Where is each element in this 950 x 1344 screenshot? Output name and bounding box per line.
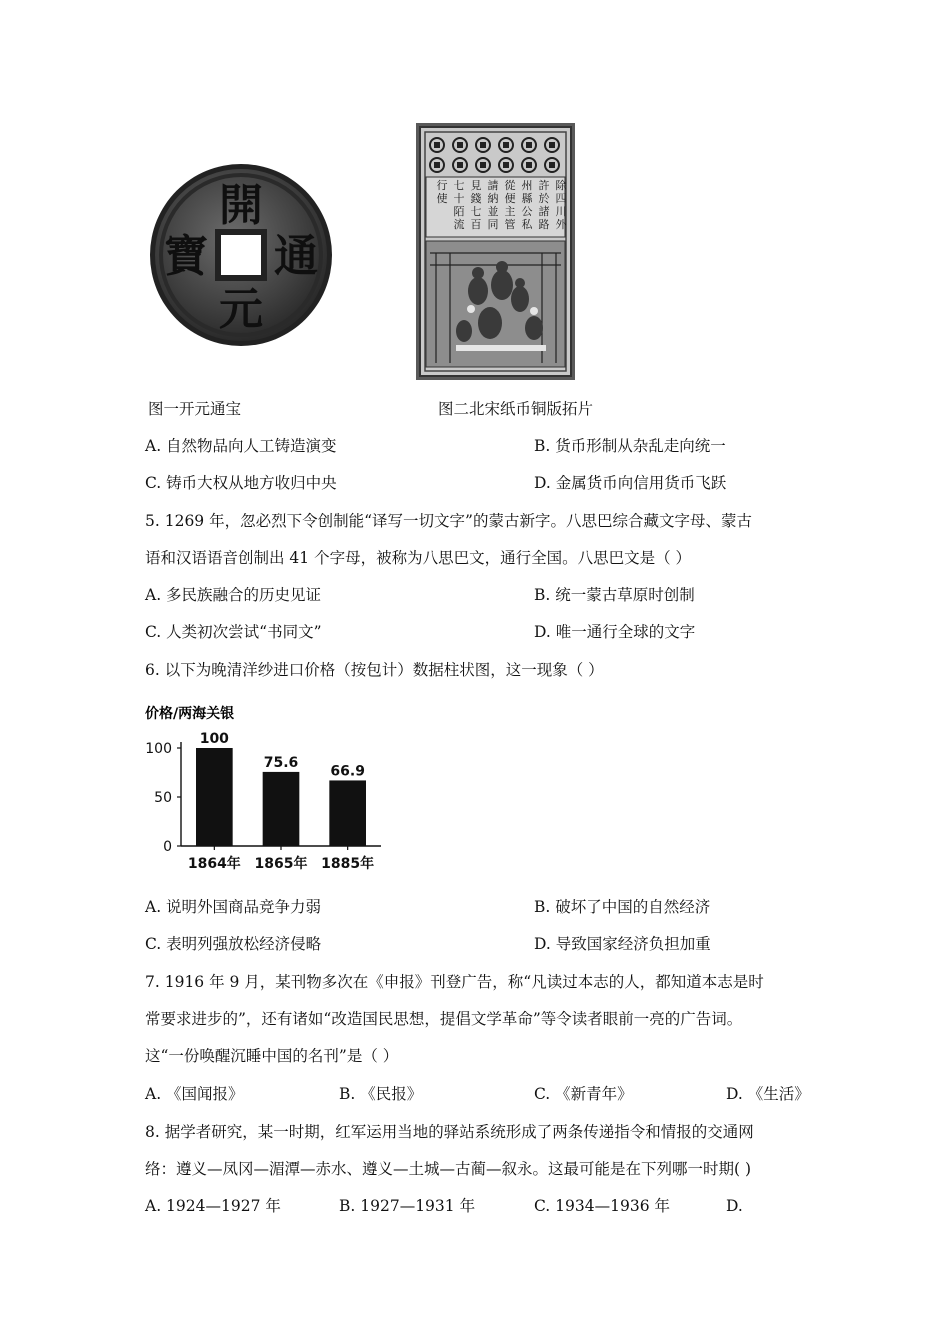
chart-bar (196, 748, 233, 846)
q5-option-c[interactable]: C. 人类初次尝试“书同文” (145, 623, 322, 641)
q8-stem-line-2: 络：遵义—凤冈—湄潭—赤水、遵义—土城—古蔺—叙永。这最可能是在下列哪一时期( ) (145, 1160, 752, 1178)
q7-option-c[interactable]: C. 《新青年》 (534, 1085, 633, 1103)
q8-option-d[interactable]: D. (726, 1197, 743, 1215)
banknote-inscription-column: 許於諸路 (538, 179, 550, 231)
figure2-caption: 图二北宋纸币铜版拓片 (438, 400, 594, 418)
banknote-inscription-column: 從便主管 (504, 179, 516, 231)
coin-char-top: 開 (219, 180, 263, 231)
banknote-inscription-column: 七十陌流 (453, 179, 465, 231)
coin-char-right: 通 (274, 231, 318, 282)
coin-char-bottom: 元 (219, 284, 263, 335)
chart-y-tick-label: 100 (145, 741, 172, 757)
q6-option-c[interactable]: C. 表明列强放松经济侵略 (145, 935, 322, 953)
q6-option-a[interactable]: A. 说明外国商品竞争力弱 (145, 898, 322, 916)
q8-option-a[interactable]: A. 1924—1927 年 (145, 1197, 281, 1215)
q6-option-b[interactable]: B. 破坏了中国的自然经济 (534, 898, 711, 916)
chart-data-label: 66.9 (330, 763, 365, 780)
chart-title: 价格/两海关银 (145, 706, 235, 722)
q5-option-d[interactable]: D. 唯一通行全球的文字 (534, 623, 696, 641)
q7-stem-line-1: 7. 1916 年 9 月，某刊物多次在《申报》刊登广告，称“凡读过本志的人，都知道本志是时 (145, 973, 764, 991)
q7-option-a[interactable]: A. 《国闻报》 (145, 1085, 244, 1103)
chart-x-tick-label: 1864年 (187, 856, 241, 872)
chart-data-label: 100 (199, 731, 229, 747)
q5-stem-line-2: 语和汉语语音创制出 41 个字母，被称为八思巴文，通行全国。八思巴文是（ ） (145, 549, 692, 567)
q6-option-d[interactable]: D. 导致国家经济负担加重 (534, 935, 711, 953)
q8-option-b[interactable]: B. 1927—1931 年 (339, 1197, 476, 1215)
q4-option-b[interactable]: B. 货币形制从杂乱走向统一 (534, 437, 726, 455)
q4-option-a[interactable]: A. 自然物品向人工铸造演变 (145, 437, 337, 455)
q4-option-d[interactable]: D. 金属货币向信用货币飞跃 (534, 474, 727, 492)
q8-option-c[interactable]: C. 1934—1936 年 (534, 1197, 670, 1215)
q5-option-a[interactable]: A. 多民族融合的历史见证 (145, 586, 322, 604)
chart-bar (329, 780, 366, 846)
q7-option-d[interactable]: D. 《生活》 (726, 1085, 810, 1103)
banknote-inscription-column: 請納並同 (487, 179, 499, 231)
q5-stem-line-1: 5. 1269 年，忽必烈下令创制能“译写一切文字”的蒙古新字。八思巴综合藏文字母、蒙古 (145, 512, 752, 530)
chart-x-tick-label: 1865年 (254, 856, 308, 872)
yarn-price-bar-chart (145, 702, 395, 880)
banknote-inscription-column: 見錢七百 (470, 179, 482, 231)
q5-option-b[interactable]: B. 统一蒙古草原时创制 (534, 586, 695, 604)
kaiyuan-coin-image (148, 162, 334, 348)
chart-bar (263, 772, 300, 846)
figure1-caption: 图一开元通宝 (148, 400, 242, 418)
banknote-rubbing-image (416, 123, 575, 380)
q8-stem-line-1: 8. 据学者研究，某一时期，红军运用当地的驿站系统形成了两条传递指令和情报的交通网 (145, 1123, 754, 1141)
chart-x-tick-label: 1885年 (321, 856, 375, 872)
banknote-inscription-column: 州縣公私 (521, 179, 533, 231)
chart-y-tick-label: 0 (163, 839, 172, 855)
q7-stem-line-2: 常要求进步的”，还有诸如“改造国民思想，提倡文学革命”等令读者眼前一亮的广告词。 (145, 1010, 743, 1028)
chart-data-label: 75.6 (263, 754, 299, 771)
chart-y-tick-label: 50 (154, 790, 172, 806)
q4-option-c[interactable]: C. 铸币大权从地方收归中央 (145, 474, 337, 492)
q7-stem-line-3: 这“一份唤醒沉睡中国的名刊”是（ ） (145, 1047, 399, 1065)
q7-option-b[interactable]: B. 《民报》 (339, 1085, 423, 1103)
coin-char-left: 寶 (164, 231, 208, 282)
q6-stem-line-1: 6. 以下为晚清洋纱进口价格（按包计）数据柱状图，这一现象（ ） (145, 661, 604, 679)
banknote-inscription-column: 行使 (436, 179, 448, 205)
banknote-inscription-column: 除四川外 (555, 179, 567, 231)
